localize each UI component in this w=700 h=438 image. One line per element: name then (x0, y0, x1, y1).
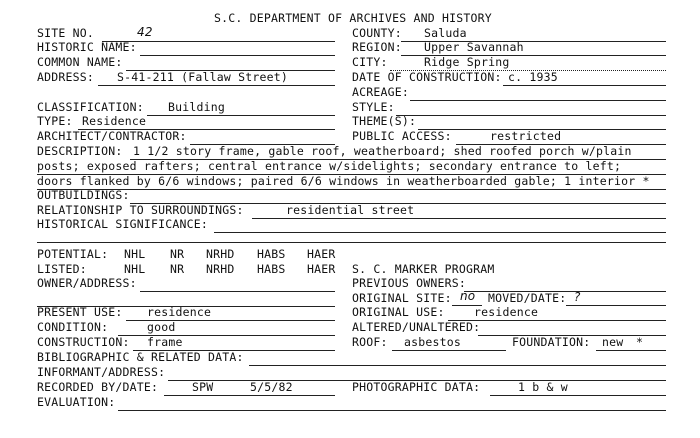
recorded-by-label: RECORDED BY/DATE: (37, 380, 159, 394)
site-no-line (102, 41, 335, 42)
listed-label: LISTED: (37, 262, 87, 276)
type-label: TYPE: (37, 114, 73, 128)
potential-label: POTENTIAL: (37, 247, 109, 261)
construction-value: frame (147, 335, 183, 349)
outbuildings-label: OUTBUILDINGS: (37, 188, 130, 202)
address-line (98, 85, 335, 86)
listed-habs: HABS (257, 262, 286, 276)
description-line-3: doors flanked by 6/6 windows; paired 6/6 windows in weatherboarded gable; 1 interior * (37, 174, 650, 188)
present-use-label: PRESENT USE: (37, 305, 123, 319)
potential-habs: HABS (257, 247, 286, 261)
description-label: DESCRIPTION: (37, 144, 123, 158)
roof-label: ROOF: (352, 335, 388, 349)
informant-label: INFORMANT/ADDRESS: (37, 365, 166, 379)
acreage-line (410, 100, 666, 101)
site-no-label: SITE NO. (37, 26, 94, 40)
form-header: S.C. DEPARTMENT OF ARCHIVES AND HISTORY (214, 11, 492, 25)
region-value: Upper Savannah (424, 40, 524, 54)
classification-line (147, 115, 335, 116)
potential-haer: HAER (307, 247, 336, 261)
site-no-value: 42 (137, 25, 153, 39)
date-of-construction-label: DATE OF CONSTRUCTION: (352, 70, 502, 84)
foundation-line (596, 350, 666, 351)
classification-value: Building (168, 100, 225, 114)
address-value: S-41-211 (Fallaw Street) (117, 70, 288, 84)
description-line-2: posts; exposed rafters; central entrance w/sidelights; secondary entrance to left; (37, 159, 622, 173)
previous-owners-label: PREVIOUS OWNERS: (352, 276, 466, 290)
type-value: Residence (82, 114, 147, 128)
relationship-value: residential street (286, 203, 415, 217)
historical-significance-label: HISTORICAL SIGNIFICANCE: (37, 217, 208, 231)
marker-program: S. C. MARKER PROGRAM (352, 262, 495, 276)
foundation-label: FOUNDATION: (512, 335, 591, 349)
architect-label: ARCHITECT/CONTRACTOR: (37, 129, 187, 143)
common-name-label: COMMON NAME: (37, 55, 123, 69)
style-line (396, 115, 666, 116)
original-use-line (448, 320, 666, 321)
potential-nhl: NHL (124, 247, 146, 261)
address-label: ADDRESS: (37, 70, 94, 84)
altered-label: ALTERED/UNALTERED: (352, 320, 481, 334)
listed-haer: HAER (307, 262, 336, 276)
listed-nrhd: NRHD (206, 262, 235, 276)
county-label: COUNTY: (352, 26, 402, 40)
original-use-label: ORIGINAL USE: (352, 305, 445, 319)
bibliographic-line (249, 365, 666, 366)
bibliographic-label: BIBLIOGRAPHIC & RELATED DATA: (37, 350, 244, 364)
recorded-by-date: 5/5/82 (250, 380, 293, 394)
owner-address-label: OWNER/ADDRESS: (37, 276, 137, 290)
condition-label: CONDITION: (37, 320, 109, 334)
region-label: REGION: (352, 40, 402, 54)
description-line-1: 1 1/2 story frame, gable roof, weatherboard; shed roofed porch w/plain (133, 144, 632, 158)
city-value: Ridge Spring (424, 55, 510, 69)
roof-value: asbestos (404, 335, 461, 349)
theme-label: THEME(S): (352, 114, 417, 128)
present-use-value: residence (147, 305, 212, 319)
photographic-data-line (490, 395, 666, 396)
foundation-mark: * (636, 335, 644, 349)
potential-nr: NR (170, 247, 185, 261)
photographic-data-label: PHOTOGRAPHIC DATA: (352, 380, 481, 394)
relationship-label: RELATIONSHIP TO SURROUNDINGS: (37, 203, 244, 217)
historic-name-line (140, 55, 335, 56)
listed-nhl: NHL (124, 262, 146, 276)
original-use-value: residence (474, 305, 539, 319)
acreage-label: ACREAGE: (352, 85, 409, 99)
construction-label: CONSTRUCTION: (37, 335, 130, 349)
public-access-label: PUBLIC ACCESS: (352, 129, 452, 143)
listed-nr: NR (170, 262, 185, 276)
moved-date-line (566, 305, 666, 306)
description-rule-3 (37, 189, 666, 190)
county-value: Saluda (424, 26, 467, 40)
style-label: STYLE: (352, 100, 395, 114)
foundation-value: new (602, 335, 624, 349)
photographic-data-value: 1 b & w (518, 380, 568, 394)
roof-line (392, 350, 506, 351)
public-access-value: restricted (490, 129, 562, 143)
original-site-label: ORIGINAL SITE: (352, 291, 452, 305)
city-label: CITY: (352, 55, 388, 69)
date-of-construction-line (503, 85, 666, 86)
moved-date-value: ? (574, 290, 581, 304)
original-site-value: no (460, 289, 476, 303)
evaluation-line (118, 410, 666, 411)
historic-name-label: HISTORIC NAME: (37, 40, 137, 54)
moved-date-label: MOVED/DATE: (488, 291, 567, 305)
classification-label: CLASSIFICATION: (37, 100, 144, 114)
blank-rule (37, 242, 666, 243)
potential-nrhd: NRHD (206, 247, 235, 261)
condition-value: good (147, 320, 176, 334)
owner-address-line (140, 291, 335, 292)
date-of-construction-value: c. 1935 (508, 70, 558, 84)
historical-significance-line (214, 232, 666, 233)
recorded-by-line (164, 395, 335, 396)
evaluation-label: EVALUATION: (37, 395, 116, 409)
relationship-line (252, 218, 666, 219)
recorded-by-recorder: SPW (192, 380, 214, 394)
